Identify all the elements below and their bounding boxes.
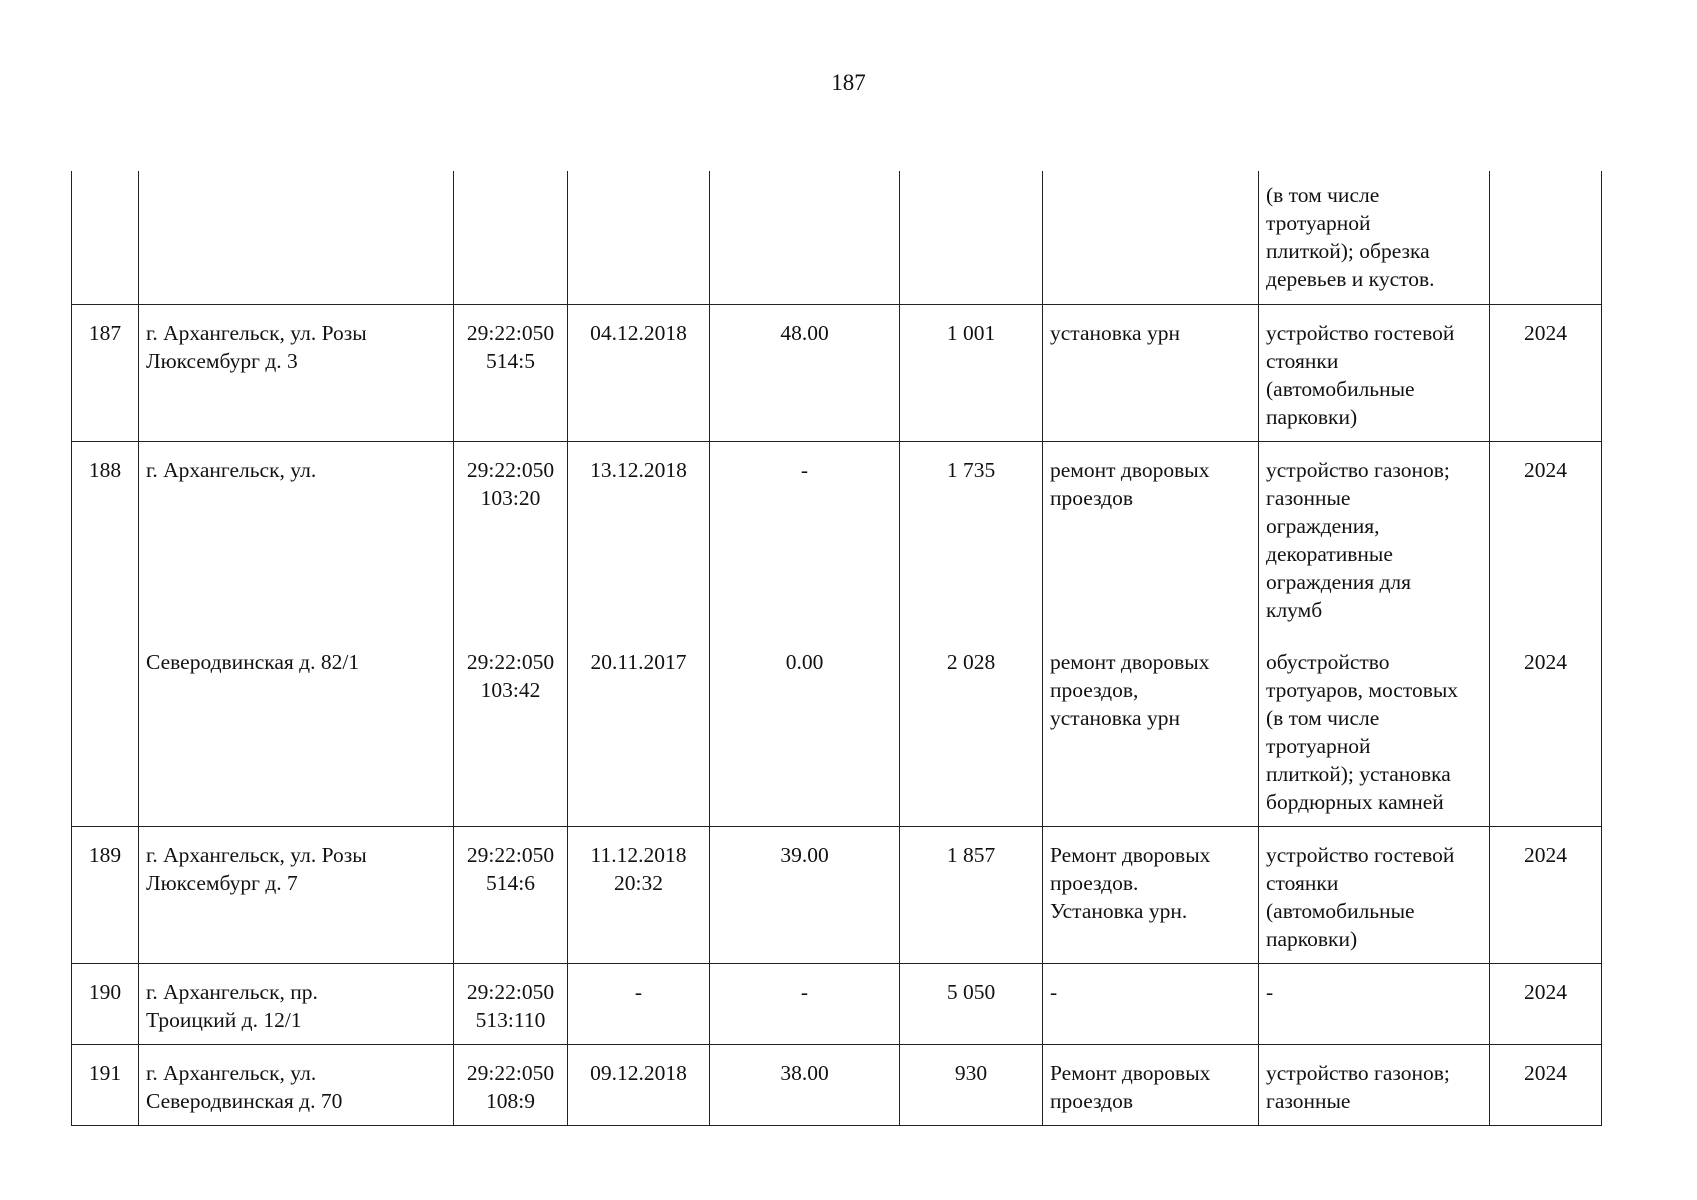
sqm-cell: 5 050 <box>900 963 1043 1044</box>
additional-works-cell: устройство газонов; газонные ограждения, декоративные ограждения для клумб <box>1259 441 1490 634</box>
sqm-cell: 1 735 <box>900 441 1043 634</box>
table-row <box>72 1044 1602 1125</box>
minimal-works-cell: Ремонт дворовых проездов <box>1043 1044 1259 1125</box>
cadastral-number-cell: 29:22:050 103:42 <box>454 634 568 827</box>
date-cell: 13.12.2018 <box>568 441 710 634</box>
address-cell: г. Архангельск, пр. Троицкий д. 12/1 <box>139 963 454 1044</box>
additional-works-cell: устройство газонов; газонные <box>1259 1044 1490 1125</box>
area-cell: 0.00 <box>710 634 900 827</box>
cadastral-number-cell: 29:22:050 103:20 <box>454 441 568 634</box>
minimal-works-cell: ремонт дворовых проездов <box>1043 441 1259 634</box>
address-cell: г. Архангельск, ул. Северодвинская д. 70 <box>139 1044 454 1125</box>
area-cell: 38.00 <box>710 1044 900 1125</box>
year-cell <box>1490 171 1602 304</box>
sqm-cell: 1 001 <box>900 304 1043 441</box>
sqm-cell: 2 028 <box>900 634 1043 827</box>
area-cell: - <box>710 963 900 1044</box>
row-number: 191 <box>72 1044 139 1125</box>
page-number: 187 <box>831 70 866 95</box>
address-cell: г. Архангельск, ул. Розы Люксембург д. 7 <box>139 826 454 963</box>
cadastral-number-cell: 29:22:050 514:6 <box>454 826 568 963</box>
table-row <box>72 634 1602 827</box>
cadastral-number-cell: 29:22:050 514:5 <box>454 304 568 441</box>
date-cell: 09.12.2018 <box>568 1044 710 1125</box>
year-cell: 2024 <box>1490 304 1602 441</box>
additional-works-cell: обустройство тротуаров, мостовых (в том числе тротуарной плиткой); установка бордюрных камней <box>1259 634 1490 827</box>
address-cell <box>139 171 454 304</box>
cadastral-number-cell <box>454 171 568 304</box>
table-row <box>72 441 1602 634</box>
additional-works-cell: устройство гостевой стоянки (автомобильные парковки) <box>1259 826 1490 963</box>
additional-works-cell: - <box>1259 963 1490 1044</box>
cadastral-number-cell: 29:22:050 108:9 <box>454 1044 568 1125</box>
area-cell: - <box>710 441 900 634</box>
address-cell: г. Архангельск, ул. <box>139 441 454 634</box>
minimal-works-cell: установка урн <box>1043 304 1259 441</box>
table-row <box>72 304 1602 441</box>
row-number: 188 <box>72 441 139 634</box>
year-cell: 2024 <box>1490 963 1602 1044</box>
date-cell: 11.12.2018 20:32 <box>568 826 710 963</box>
address-cell: Северодвинская д. 82/1 <box>139 634 454 827</box>
year-cell: 2024 <box>1490 826 1602 963</box>
row-number <box>72 634 139 827</box>
sqm-cell: 1 857 <box>900 826 1043 963</box>
table-row <box>72 963 1602 1044</box>
year-cell: 2024 <box>1490 1044 1602 1125</box>
date-cell: 04.12.2018 <box>568 304 710 441</box>
address-cell: г. Архангельск, ул. Розы Люксембург д. 3 <box>139 304 454 441</box>
area-cell: 48.00 <box>710 304 900 441</box>
cadastral-number-cell: 29:22:050 513:110 <box>454 963 568 1044</box>
row-number: 189 <box>72 826 139 963</box>
minimal-works-cell: - <box>1043 963 1259 1044</box>
table-row <box>72 826 1602 963</box>
minimal-works-cell: Ремонт дворовых проездов. Установка урн. <box>1043 826 1259 963</box>
minimal-works-cell <box>1043 171 1259 304</box>
improvement-table <box>71 171 1602 1126</box>
area-cell: 39.00 <box>710 826 900 963</box>
sqm-cell <box>900 171 1043 304</box>
area-cell <box>710 171 900 304</box>
year-cell: 2024 <box>1490 441 1602 634</box>
additional-works-cell: устройство гостевой стоянки (автомобильные парковки) <box>1259 304 1490 441</box>
date-cell: 20.11.2017 <box>568 634 710 827</box>
table-row <box>72 171 1602 304</box>
row-number <box>72 171 139 304</box>
sqm-cell: 930 <box>900 1044 1043 1125</box>
date-cell: - <box>568 963 710 1044</box>
minimal-works-cell: ремонт дворовых проездов, установка урн <box>1043 634 1259 827</box>
date-cell <box>568 171 710 304</box>
row-number: 190 <box>72 963 139 1044</box>
row-number: 187 <box>72 304 139 441</box>
additional-works-cell: (в том числе тротуарной плиткой); обрезка деревьев и кустов. <box>1259 171 1490 304</box>
year-cell: 2024 <box>1490 634 1602 827</box>
